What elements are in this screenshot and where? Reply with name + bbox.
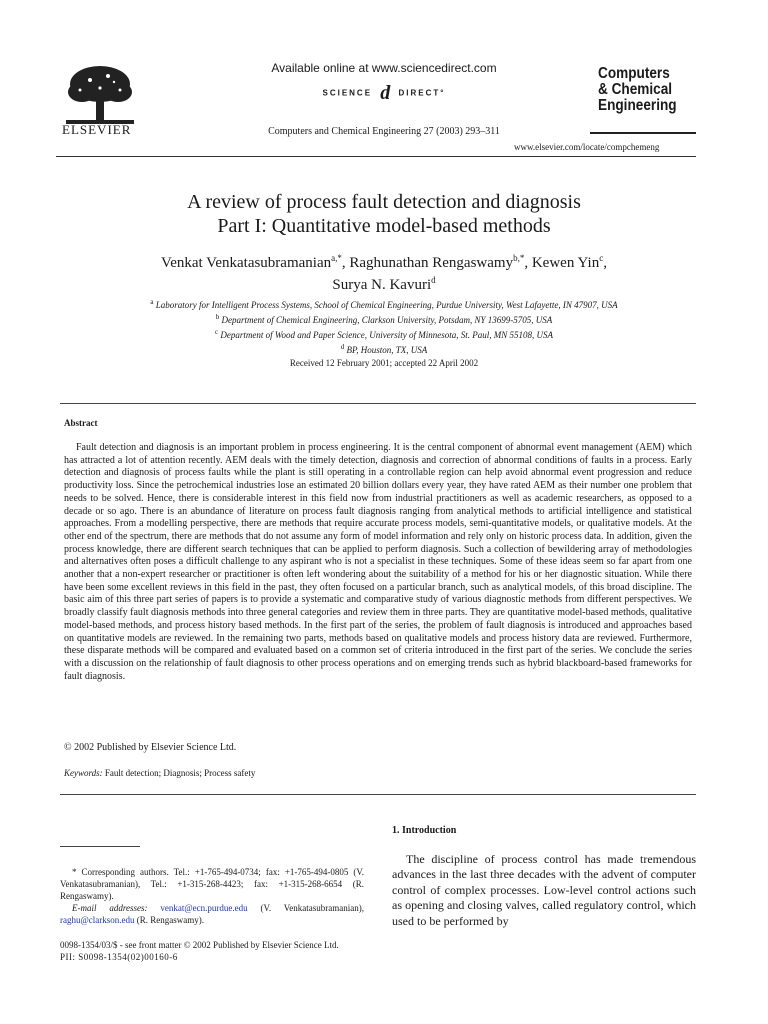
abstract-body: Fault detection and diagnosis is an important problem in process engineering. It is the central component of abnormal event management (AEM) which has attracted a lot of attention recently. AEM deals with the timely detection, diagnosis and correction of abnormal conditions of faults in a process. Early detection and diagnosis of process faults while the plant is still operating in a controllable region can help avoid abnormal event progression and reduce productivity loss. Since the petrochemical industries lose an estimated 20 billion dollars every year, they have rated AEM as their number one problem that needs to be solved. Hence, there is considerable interest in this field now from industrial practitioners as well as academic researchers, as opposed to a decade or so ago. There is an abundance of literature on process fault diagnosis ranging from analytical methods to artificial intelligence and statistical approaches. From a modelling perspective, there are methods that require accurate process models, semi-quantitative models, or qualitative models. At the other end of the spectrum, there are methods that do not assume any form of model information and rely only on historic process data. In addition, given the process knowledge, there are different search techniques that can be applied to perform diagnosis. Such a collection of bewildering array of methodologies and alternatives often poses a difficult challenge to any aspirant who is not a specialist in these techniques. Some of these ideas seem so far apart from one another that a non-expert researcher or practitioner is often left wondering about the suitability of a method for his or her diagnostic situation. While there have been some excellent reviews in this field in the past, they often focused on a particular branch, such as analytical models, of this broad discipline. The basic aim of this three part series of papers is to provide a systematic and comparative study of various diagnostic methods from different perspectives. We broadly classify fault diagnosis methods into three general categories and review them in three parts. They are quantitative model-based methods, qualitative model-based methods, and process history based methods. In the first part of the series, the problem of fault diagnosis is introduced and approaches based on quantitative models are reviewed. In the remaining two parts, methods based on qualitative models and process history data are reviewed. Furthermore, these disparate methods will be compared and evaluated based on a common set of criteria introduced in the first part of the series. We conclude the series with a discussion on the relationship of fault diagnosis to other process operations and on emerging trends such as hybrid blackboard-based frameworks for fault diagnosis.	[64, 442, 692, 682]
affiliations	[0, 296, 768, 356]
author-affil-marker: a,*	[331, 253, 342, 263]
abstract-top-divider	[60, 403, 696, 404]
corresponding-text: * Corresponding authors. Tel.: +1-765-494-0734; fax: +1-765-494-0805 (V. Venkatasubramanian), Tel.: +1-315-268-4423; fax: +1-315-268-6654 (R. Rengaswamy).	[60, 867, 364, 901]
journal-title-underline	[590, 132, 696, 134]
email-owner: (R. Rengaswamy).	[136, 915, 205, 925]
abstract-heading: Abstract	[64, 418, 98, 428]
abstract-copyright: © 2002 Published by Elsevier Science Ltd.	[64, 742, 237, 753]
email-label: E-mail addresses:	[72, 903, 148, 913]
title-line-2: Part I: Quantitative model-based methods	[217, 215, 551, 237]
introduction-body: The discipline of process control has made tremendous advances in the last three decades with the advent of computer control of complex processes. Low-level control actions such as opening and closing valves, called regulatory control, which used to be performed by	[392, 852, 696, 928]
journal-title-line: Engineering	[598, 97, 677, 114]
keywords	[64, 768, 255, 778]
email-link[interactable]: venkat@ecn.purdue.edu	[160, 903, 248, 913]
journal-title-line: Computers	[598, 65, 670, 82]
pii-line: PII: S0098-1354(02)00160-6	[60, 952, 178, 962]
author-affil-marker: b,*	[513, 253, 525, 263]
affiliation-line: $^c$ Department of Wood and Paper Science, University of Minnesota, St. Paul, MN 55108, USA	[215, 328, 553, 340]
footnote-divider	[60, 846, 140, 847]
author-affil-marker: d	[431, 275, 436, 285]
affiliation-line: $^d$ BP, Houston, TX, USA	[340, 343, 428, 355]
header-divider	[56, 156, 696, 157]
corresponding-author-footnote	[60, 866, 364, 926]
sciencedirect-left: SCIENCE	[322, 88, 373, 98]
journal-title-logo	[598, 66, 677, 114]
title-line-1: A review of process fault detection and diagnosis	[187, 191, 581, 213]
journal-title-line: & Chemical	[598, 81, 673, 98]
sciencedirect-at-icon: d	[380, 82, 391, 104]
author-name: Venkat Venkatasubramanian	[161, 255, 332, 271]
abstract-bottom-divider	[60, 794, 696, 795]
available-online-text[interactable]: Available online at www.sciencedirect.com	[271, 61, 497, 75]
article-title	[0, 190, 768, 238]
author-name: , Kewen Yin	[524, 255, 600, 271]
front-matter-line: 0098-1354/03/$ - see front matter © 2002 Published by Elsevier Science Ltd.	[60, 940, 339, 950]
email-link[interactable]: raghu@clarkson.edu	[60, 915, 135, 925]
received-dates: Received 12 February 2001; accepted 22 April 2002	[289, 358, 479, 368]
sciencedirect-right: DIRECT°	[398, 88, 446, 98]
author-name: , Raghunathan Rengaswamy	[341, 255, 514, 271]
email-owner: (V. Venkatasubramanian),	[260, 903, 364, 913]
keywords-text: Fault detection; Diagnosis; Process safety	[104, 768, 256, 778]
affiliation-line: $^a$ Laboratory for Intelligent Process Systems, School of Chemical Engineering, Purdue University, West Lafayette, IN 47907, USA	[150, 298, 618, 310]
section-heading-introduction: 1. Introduction	[392, 825, 457, 836]
keywords-label: Keywords:	[64, 768, 103, 778]
author-name: Surya N. Kavuri	[332, 277, 432, 293]
journal-citation: Computers and Chemical Engineering 27 (2003) 293–311	[268, 126, 500, 137]
affiliation-line: $^b$ Department of Chemical Engineering, Clarkson University, Potsdam, NY 13699-5705, USA	[215, 313, 553, 325]
author-list: Venkat Venkatasubramanian$^{a,*}$, Raghunathan Rengaswamy$^{b,*}$, Kewen Yin$^c$, Surya N. Kavuri$^d$	[161, 253, 607, 293]
journal-url[interactable]: www.elsevier.com/locate/compchemeng	[514, 142, 660, 152]
publisher-name: ELSEVIER	[62, 122, 132, 137]
author-affil-marker: c	[599, 253, 604, 263]
